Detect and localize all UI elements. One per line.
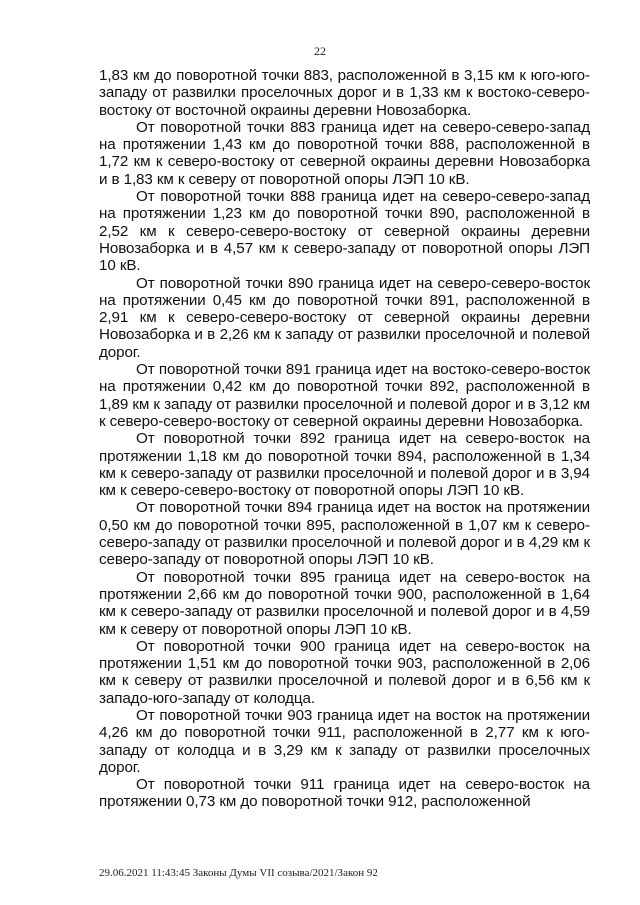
paragraph: От поворотной точки 911 граница идет на северо-восток на протяжении 0,73 км до поворотной точки 912, расположенной: [99, 776, 590, 811]
paragraph: От поворотной точки 888 граница идет на северо-северо-запад на протяжении 1,23 км до поворотной точки 890, расположенной в 2,52 км к северо-северо-востоку от северной окраины деревни Новозаборка и в 4,57 км к северо-западу от поворотной опоры ЛЭП 10 кВ.: [99, 188, 590, 275]
paragraph: От поворотной точки 895 граница идет на северо-восток на протяжении 2,66 км до поворотной точки 900, расположенной в 1,64 км к северо-западу от развилки проселочной и полевой дорог и в 4,59 км к северу от поворотной опоры ЛЭП 10 кВ.: [99, 568, 590, 638]
paragraph: От поворотной точки 892 граница идет на северо-восток на протяжении 1,18 км до поворотной точки 894, расположенной в 1,34 км к северо-западу от развилки проселочной и полевой дорог и в 3,94 км к северо-северо-востоку от поворотной опоры ЛЭП 10 кВ.: [99, 430, 590, 500]
paragraph: От поворотной точки 900 граница идет на северо-восток на протяжении 1,51 км до поворотной точки 903, расположенной в 2,06 км к северу от развилки проселочной и полевой дорог и в 6,56 км к западо-юго-западу от колодца.: [99, 637, 590, 707]
document-body: [99, 67, 590, 811]
paragraph: От поворотной точки 891 граница идет на востоко-северо-восток на протяжении 0,42 км до поворотной точки 892, расположенной в 1,89 км к западу от развилки проселочной и полевой дорог и в 3,12 км к северо-северо-востоку от северной окраины деревни Новозаборка.: [99, 361, 590, 430]
paragraph: От поворотной точки 883 граница идет на северо-северо-запад на протяжении 1,43 км до поворотной точки 888, расположенной в 1,72 км к северо-востоку от северной окраины деревни Новозаборка и в 1,83 км к северу от поворотной опоры ЛЭП 10 кВ.: [99, 118, 590, 188]
paragraph: От поворотной точки 903 граница идет на восток на протяжении 4,26 км до поворотной точки 911, расположенной в 2,77 км к юго-западу от колодца и в 3,29 км к западу от развилки проселочных дорог.: [99, 706, 590, 776]
page-number: 22: [314, 44, 326, 58]
footer-stamp: 29.06.2021 11:43:45 Законы Думы VII созыва/2021/Закон 92: [99, 867, 378, 879]
paragraph: 1,83 км до поворотной точки 883, расположенной в 3,15 км к юго-юго-западу от развилки проселочных дорог и в 1,33 км к востоко-северо-востоку от восточной окраины деревни Новозаборка.: [99, 67, 590, 119]
paragraph: От поворотной точки 894 граница идет на восток на протяжении 0,50 км до поворотной точки 895, расположенной в 1,07 км к северо-северо-западу от развилки проселочной и полевой дорог и в 4,29 км к северо-западу от поворотной опоры ЛЭП 10 кВ.: [99, 499, 590, 569]
paragraph: От поворотной точки 890 граница идет на северо-северо-восток на протяжении 0,45 км до поворотной точки 891, расположенной в 2,91 км к северо-северо-востоку от северной окраины деревни Новозаборка и в 2,26 км к западу от развилки проселочной и полевой дорог.: [99, 274, 590, 361]
